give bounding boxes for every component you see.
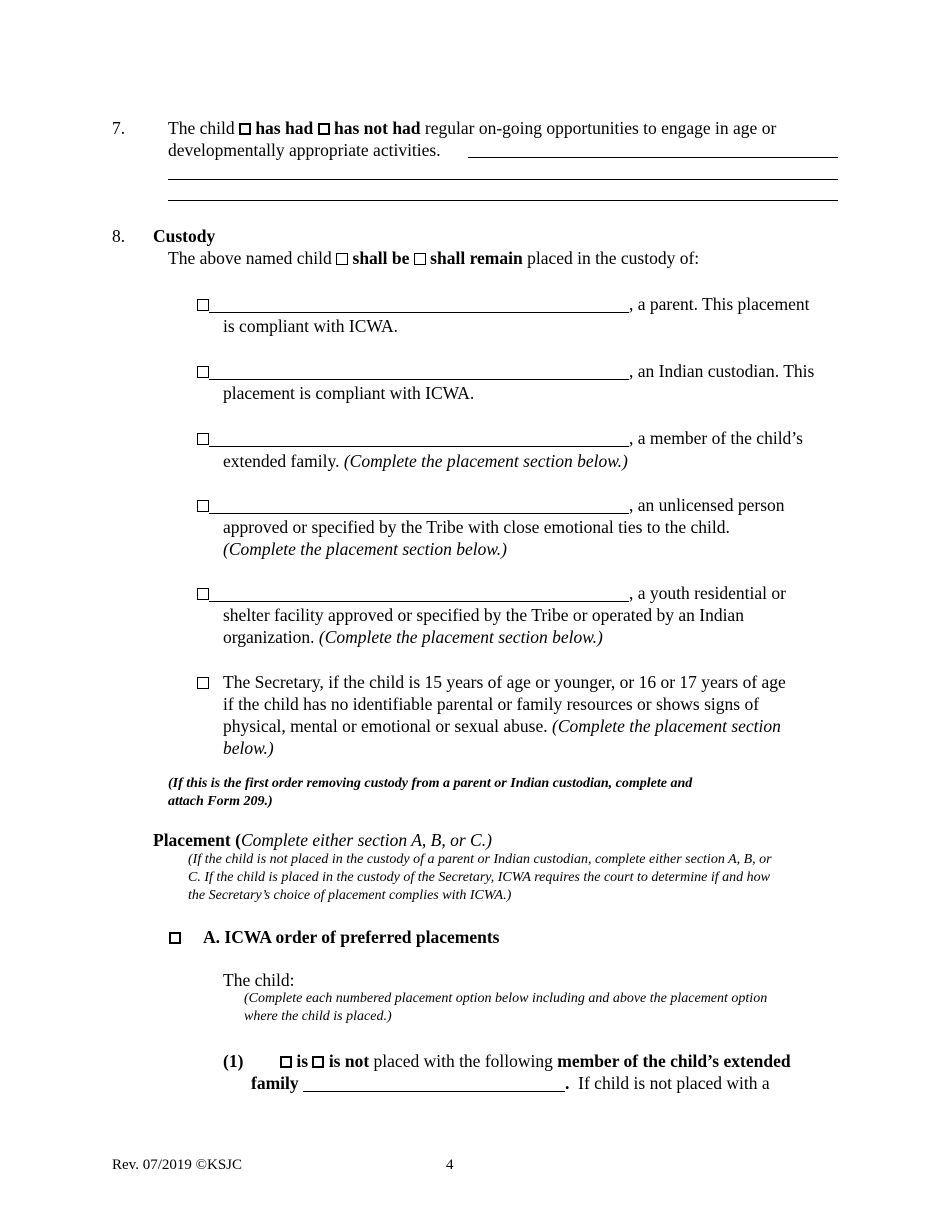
- item-7-number: 7.: [112, 118, 126, 138]
- shall-remain-checkbox[interactable]: [414, 253, 426, 265]
- placement-option-1-number: (1): [223, 1051, 244, 1071]
- placement-heading-bold: Placement (: [153, 830, 241, 850]
- section-a: [169, 926, 181, 948]
- option-text: [223, 450, 628, 472]
- option-text: approved or specified by the Tribe with close emotional ties to the child.: [223, 517, 730, 537]
- footer-revision: Rev. 07/2019 ©KSJC: [112, 1157, 243, 1173]
- option-text: , a parent. This placement: [629, 294, 810, 314]
- placement-instruction-line-1: (Complete each numbered placement option below including and above the placement option: [244, 991, 768, 1006]
- parent-checkbox[interactable]: [197, 299, 209, 311]
- is-placed-checkbox[interactable]: [280, 1056, 292, 1068]
- youth-facility-name-blank[interactable]: [209, 585, 629, 602]
- is-label: is: [296, 1051, 309, 1071]
- section-a-title: [203, 926, 499, 948]
- indian-custodian-checkbox[interactable]: [197, 366, 209, 378]
- has-not-had-label: has not had: [333, 118, 421, 138]
- has-had-label: has had: [255, 118, 314, 138]
- shall-remain-label: shall remain: [430, 248, 523, 268]
- option-text: physical, mental or emotional or sexual abuse.: [223, 716, 548, 736]
- item-7-line-2: developmentally appropriate activities.: [168, 140, 441, 160]
- placement-option-1-text: placed with the following: [373, 1051, 553, 1071]
- section-a-letter: A: [203, 927, 216, 947]
- has-had-checkbox[interactable]: [239, 123, 251, 135]
- placement-note-line-2: C. If the child is placed in the custody of the Secretary, ICWA requires the court to determine if and how: [188, 870, 770, 885]
- placement-instruction-line-2: where the child is placed.): [244, 1009, 392, 1024]
- youth-facility-checkbox[interactable]: [197, 588, 209, 600]
- custody-option-parent: [197, 293, 809, 315]
- is-not-placed-checkbox[interactable]: [312, 1056, 324, 1068]
- form-209-note-line-2: attach Form 209.): [168, 794, 273, 809]
- option-instruction: (Complete the placement section: [552, 716, 781, 736]
- custody-option-unlicensed-person: [197, 494, 785, 516]
- period: .: [565, 1073, 570, 1093]
- form-209-note-line-1: (If this is the first order removing custody from a parent or Indian custodian, complete and: [168, 776, 693, 791]
- option-text: The Secretary, if the child is 15 years of age or younger, or 16 or 17 years of age: [223, 672, 786, 692]
- placement-note-line-3: the Secretary’s choice of placement complies with ICWA.): [188, 888, 512, 903]
- item-7-blank-1[interactable]: [468, 157, 838, 158]
- option-instruction: (Complete the placement section below.): [318, 627, 603, 647]
- option-text: if the child has no identifiable parental or family resources or shows signs of: [223, 694, 760, 714]
- placement-heading: [153, 829, 492, 851]
- option-instruction: (Complete the placement section below.): [343, 451, 628, 471]
- custody-option-indian-custodian: [197, 360, 814, 382]
- family-member-name-blank[interactable]: [303, 1075, 565, 1092]
- unlicensed-person-name-blank[interactable]: [209, 497, 629, 514]
- extended-family-checkbox[interactable]: [197, 433, 209, 445]
- custody-option-secretary: [197, 671, 209, 693]
- shall-be-label: shall be: [352, 248, 410, 268]
- placement-heading-instruction: Complete either section A, B, or C.): [240, 830, 492, 850]
- option-text: organization.: [223, 627, 315, 647]
- option-text: is compliant with ICWA.: [223, 316, 398, 336]
- the-child-label: The child:: [223, 970, 295, 990]
- custody-option-extended-family: [197, 427, 803, 449]
- option-text: [223, 715, 781, 737]
- option-instruction: (Complete the placement section below.): [223, 539, 507, 559]
- option-text: , a member of the child’s: [629, 428, 803, 448]
- placement-option-1: [280, 1050, 791, 1072]
- option-text: extended family.: [223, 451, 340, 471]
- secretary-checkbox[interactable]: [197, 677, 209, 689]
- placement-option-1-tail: If child is not placed with a: [578, 1073, 770, 1093]
- custody-option-youth-facility: [197, 582, 786, 604]
- placement-option-1-bold: member of the child’s extended: [557, 1051, 791, 1071]
- option-text: [223, 626, 603, 648]
- option-text: placement is compliant with ICWA.: [223, 383, 475, 403]
- custody-intro: [168, 247, 699, 269]
- option-text: , an Indian custodian. This: [629, 361, 815, 381]
- option-text: , a youth residential or: [629, 583, 786, 603]
- placement-note-line-1: (If the child is not placed in the custody of a parent or Indian custodian, complete either section A, B, or: [188, 852, 772, 867]
- shall-be-checkbox[interactable]: [336, 253, 348, 265]
- option-text: , an unlicensed person: [629, 495, 785, 515]
- placement-option-1-line-2: [251, 1072, 770, 1094]
- section-a-title-text: . ICWA order of preferred placements: [215, 927, 500, 947]
- unlicensed-person-checkbox[interactable]: [197, 500, 209, 512]
- custody-intro-post: placed in the custody of:: [527, 248, 700, 268]
- section-a-checkbox[interactable]: [169, 932, 181, 944]
- custody-intro-pre: The above named child: [168, 248, 332, 268]
- option-text: shelter facility approved or specified by the Tribe or operated by an Indian: [223, 605, 744, 625]
- family-label: family: [251, 1073, 299, 1093]
- has-not-had-checkbox[interactable]: [318, 123, 330, 135]
- item-7-blank-2[interactable]: [168, 179, 838, 180]
- is-not-label: is not: [328, 1051, 370, 1071]
- custody-heading: Custody: [153, 226, 216, 246]
- item-7-line-1: [168, 117, 848, 139]
- option-instruction: below.): [223, 738, 274, 758]
- page-number: 4: [446, 1157, 454, 1173]
- item-8-number: 8.: [112, 226, 126, 246]
- extended-family-name-blank[interactable]: [209, 430, 629, 447]
- parent-name-blank[interactable]: [209, 296, 629, 313]
- item-7-post: regular on-going opportunities to engage in age or: [424, 118, 777, 138]
- item-7-blank-3[interactable]: [168, 200, 838, 201]
- indian-custodian-name-blank[interactable]: [209, 363, 629, 380]
- item-7-pre: The child: [168, 118, 235, 138]
